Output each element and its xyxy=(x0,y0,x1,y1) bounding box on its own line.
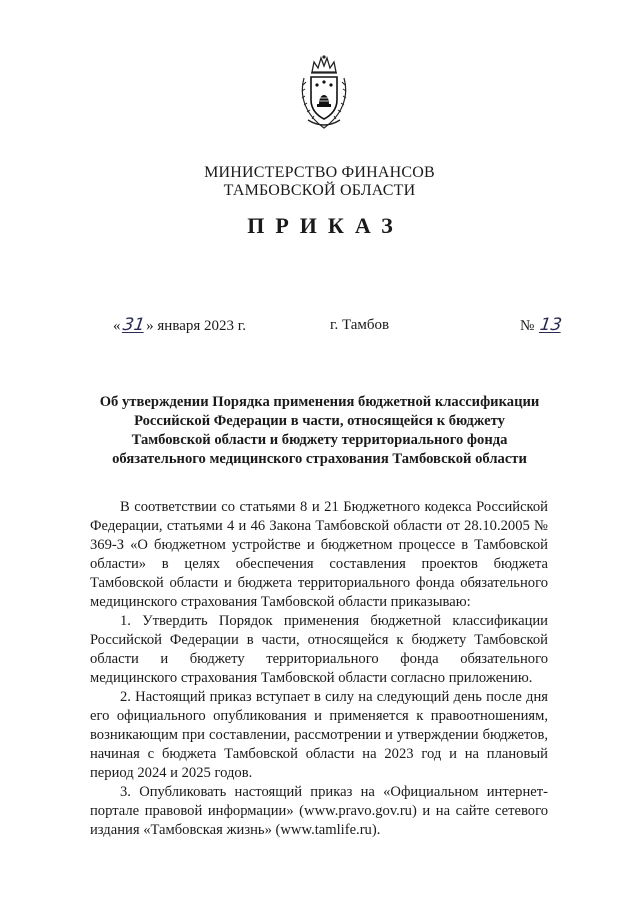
body-paragraph-item-3: 3. Опубликовать настоящий приказ на «Официальном интернет-портале правовой информации» (www.pravo.gov.ru) и на сайте сетевого издания «Тамбовская жизнь» (www.tamlife.ru). xyxy=(90,784,548,838)
date-day-handwritten: 31 xyxy=(121,315,146,335)
body-paragraph-item-2: 2. Настоящий приказ вступает в силу на следующий день после дня его официального опубликования и применяется к правоотношениям, возникающим при составлении, рассмотрении и утверждении бюджетов, начиная с бюджета Тамбовской области на 2023 год и на плановый период 2024 и 2025 годов. xyxy=(90,689,548,781)
order-city: г. Тамбов xyxy=(330,317,390,333)
order-number-label: № xyxy=(520,318,535,334)
order-number xyxy=(520,316,564,335)
order-body xyxy=(90,498,548,840)
order-number-handwritten: 13 xyxy=(538,315,564,335)
ministry-name-line1: МИНИСТЕРСТВО ФИНАНСОВ xyxy=(204,164,435,181)
body-paragraph-preamble: В соответствии со статьями 8 и 21 Бюджетного кодекса Российской Федерации, статьями 4 и 46 Закона Тамбовской области от 28.10.2005 № 369-З «О бюджетном устройстве и бюджетном процессе в Тамбовской области» в целях обеспечения составления проектов бюджета Тамбовской области и бюджета территориального фонда обязательного медицинского страхования Тамбовской области приказываю: xyxy=(90,499,548,610)
ministry-name-line2: ТАМБОВСКОЙ ОБЛАСТИ xyxy=(223,182,416,199)
tambov-coat-of-arms-icon xyxy=(298,54,350,132)
body-paragraph-item-1: 1. Утвердить Порядок применения бюджетной классификации Российской Федерации в части, относящейся к бюджету Тамбовской области и бюджету территориального фонда обязательного медицинского страхования Тамбовской области согласно приложению. xyxy=(90,613,548,686)
date-quote-open: « xyxy=(113,318,121,334)
order-subject: Об утверждении Порядка применения бюджетной классификации Российской Федерации в части, относящейся к бюджету Тамбовской области и бюджету территориального фонда обязательного медицинского страхования Тамбовской области xyxy=(99,394,540,467)
date-rest: » января 2023 г. xyxy=(146,318,246,334)
document-type-title: ПРИКАЗ xyxy=(247,213,404,238)
order-date xyxy=(113,316,246,335)
